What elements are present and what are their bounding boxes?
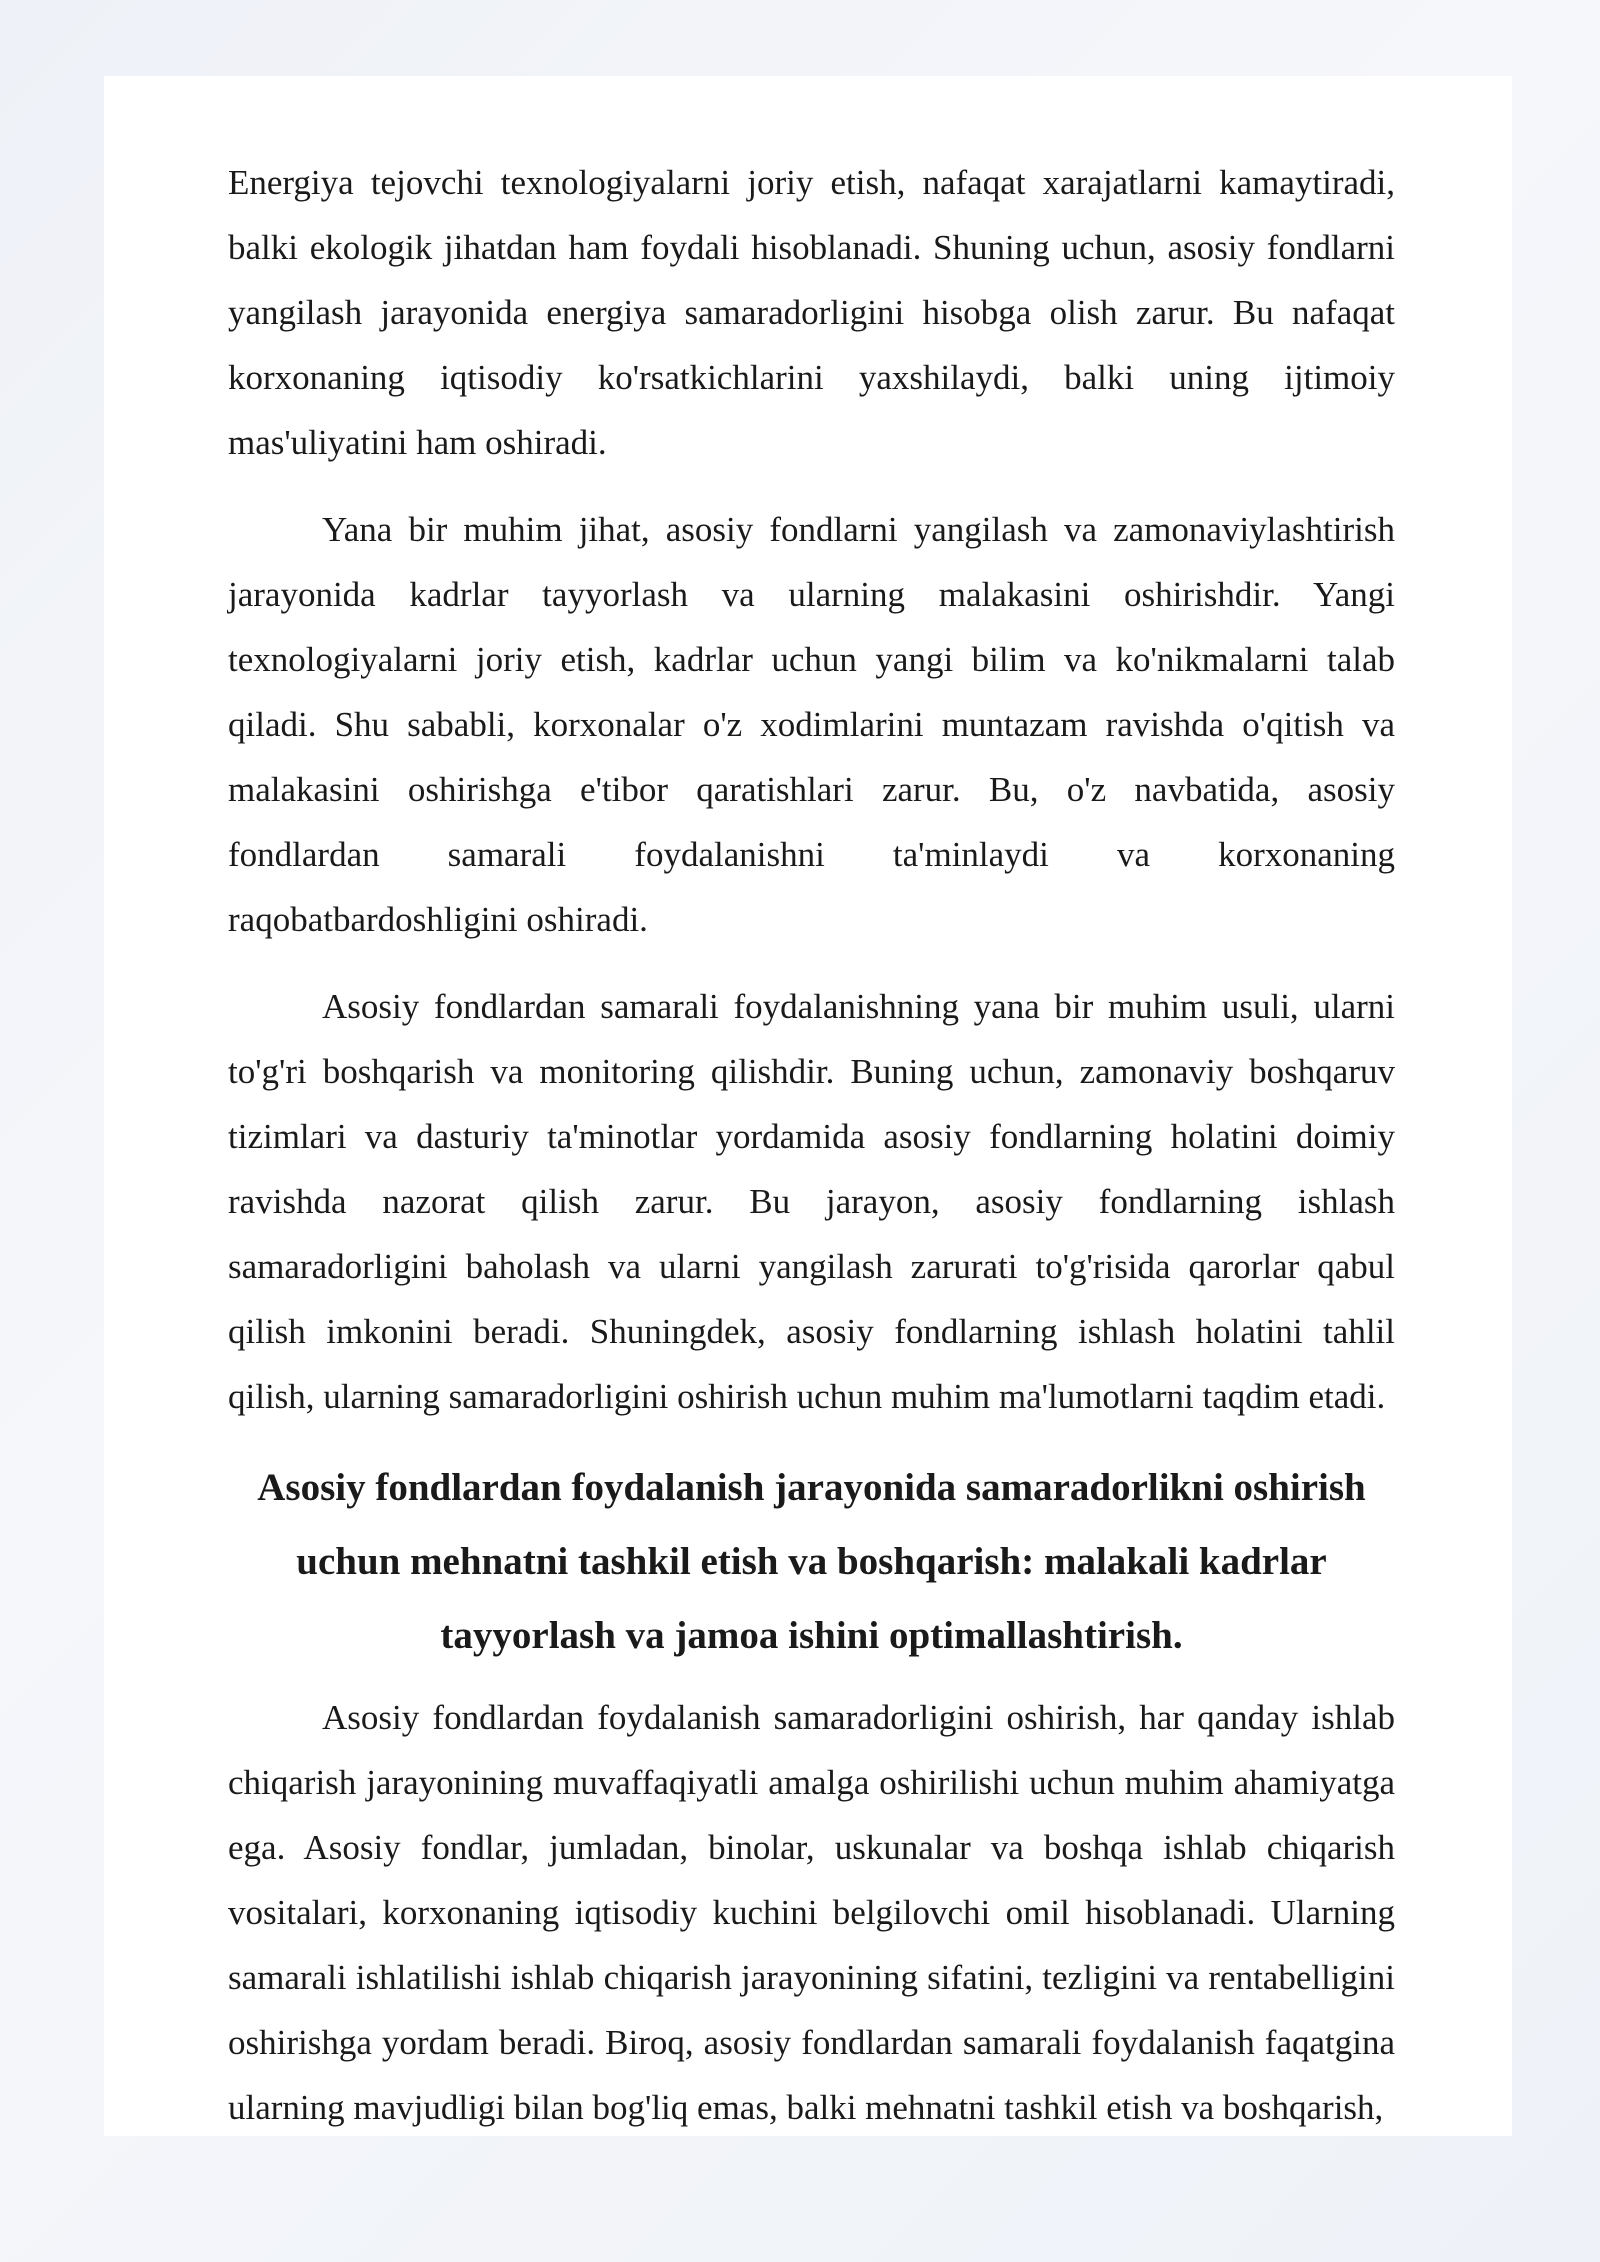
paragraph-monitoring: Asosiy fondlardan samarali foydalanishning yana bir muhim usuli, ularni to'g'ri boshqarish va monitoring qilishdir. Buning uchun, zamonaviy boshqaruv tizimlari va dasturiy ta'minotlar yordamida asosiy fondlarning holatini doimiy ravishda nazorat qilish zarur. Bu jarayon, asosiy fondlarning ishlash samaradorligini baholash va ularni yangilash zarurati to'g'risida qarorlar qabul qilish imkonini beradi. Shuningdek, asosiy fondlarning ishlash holatini tahlil qilish, ularning samaradorligini oshirish uchun muhim ma'lumotlarni taqdim etadi. <box>228 987 1395 1416</box>
paragraph-staff-training: Yana bir muhim jihat, asosiy fondlarni yangilash va zamonaviylashtirish jarayonida kadrlar tayyorlash va ularning malakasini oshirishdir. Yangi texnologiyalarni joriy etish, kadrlar uchun yangi bilim va ko'nikmalarni talab qiladi. Shu sababli, korxonalar o'z xodimlarini muntazam ravishda o'qitish va malakasini oshirishga e'tibor qaratishlari zarur. Bu, o'z navbatida, asosiy fondlardan samarali foydalanishni ta'minlaydi va korxonaning raqobatbardoshligini oshiradi. <box>228 510 1395 939</box>
paragraph-efficiency: Asosiy fondlardan foydalanish samaradorligini oshirish, har qanday ishlab chiqarish jarayonining muvaffaqiyatli amalga oshirilishi uchun muhim ahamiyatga ega. Asosiy fondlar, jumladan, binolar, uskunalar va boshqa ishlab chiqarish vositalari, korxonaning iqtisodiy kuchini belgilovchi omil hisoblanadi. Ularning samarali ishlatilishi ishlab chiqarish jarayonining sifatini, tezligini va rentabelligini oshirishga yordam beradi. Biroq, asosiy fondlardan samarali foydalanish faqatgina ularning mavjudligi bilan bog'liq emas, balki mehnatni tashkil etish va boshqarish, <box>228 1698 1395 2127</box>
paragraph-energy-saving: Energiya tejovchi texnologiyalarni joriy etish, nafaqat xarajatlarni kamaytiradi, balki ekologik jihatdan ham foydali hisoblanadi. Shuning uchun, asosiy fondlarni yangilash jarayonida energiya samaradorligini hisobga olish zarur. Bu nafaqat korxonaning iqtisodiy ko'rsatkichlarini yaxshilaydi, balki uning ijtimoiy mas'uliyatini ham oshiradi. <box>228 163 1395 462</box>
section-heading: Asosiy fondlardan foydalanish jarayonida samaradorlikni oshirish uchun mehnatni tashkil etish va boshqarish: malakali kadrlar tayyorlash va jamoa ishini optimallashtirish. <box>257 1466 1366 1657</box>
document-page <box>104 76 1512 2136</box>
